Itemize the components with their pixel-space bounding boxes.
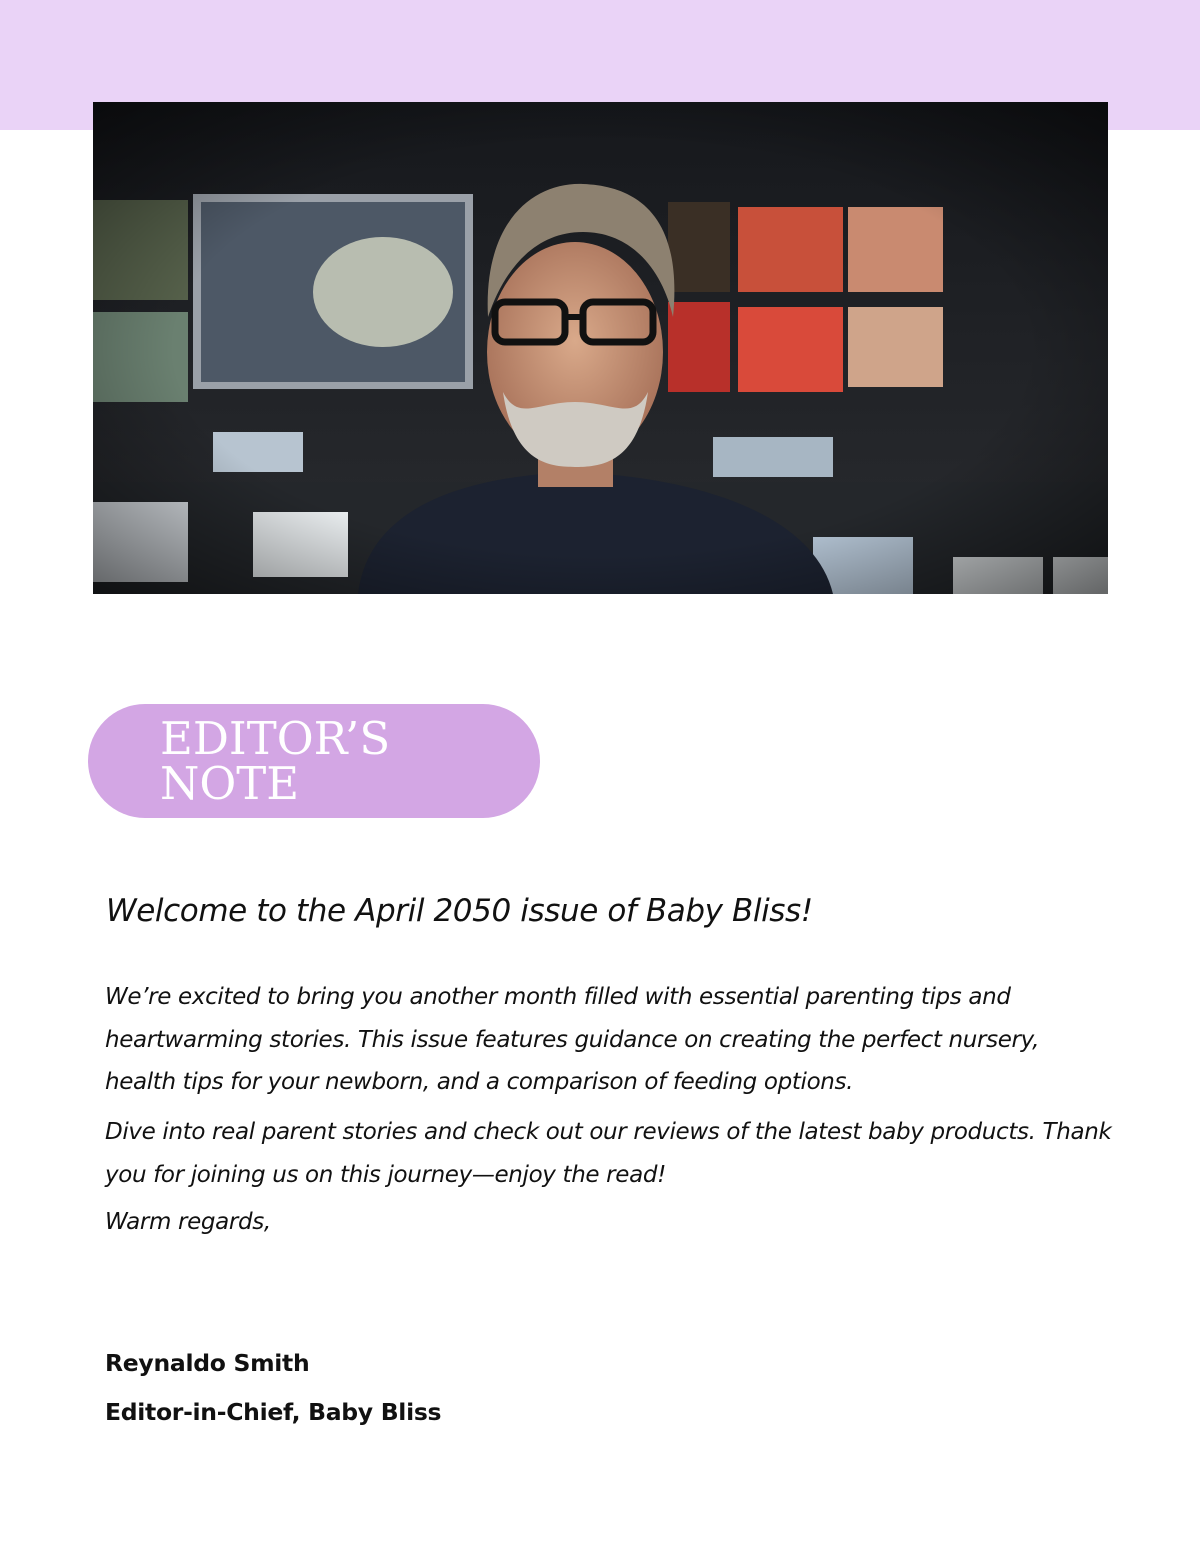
welcome-heading: Welcome to the April 2050 issue of Baby Bliss! [106,893,813,929]
control-room-photo-illustration [93,102,1108,594]
closing-line: Warm regards, [105,1209,271,1235]
editors-note-badge [88,704,540,818]
editor-photo [93,102,1108,594]
signature-name: Reynaldo Smith [105,1349,310,1377]
section-title: EDITOR’S NOTE [160,712,391,810]
signature-title: Editor-in-Chief, Baby Bliss [105,1398,442,1426]
note-paragraph: Dive into real parent stories and check out our reviews of the latest baby products. Thank you for joining us on this journey—enjoy the read! [105,1119,1112,1188]
note-paragraph: We’re excited to bring you another month filled with essential parenting tips and heartwarming stories. This issue features guidance on creating the perfect nursery, health tips for your newborn, and a comparison of feeding options. [105,984,1040,1095]
